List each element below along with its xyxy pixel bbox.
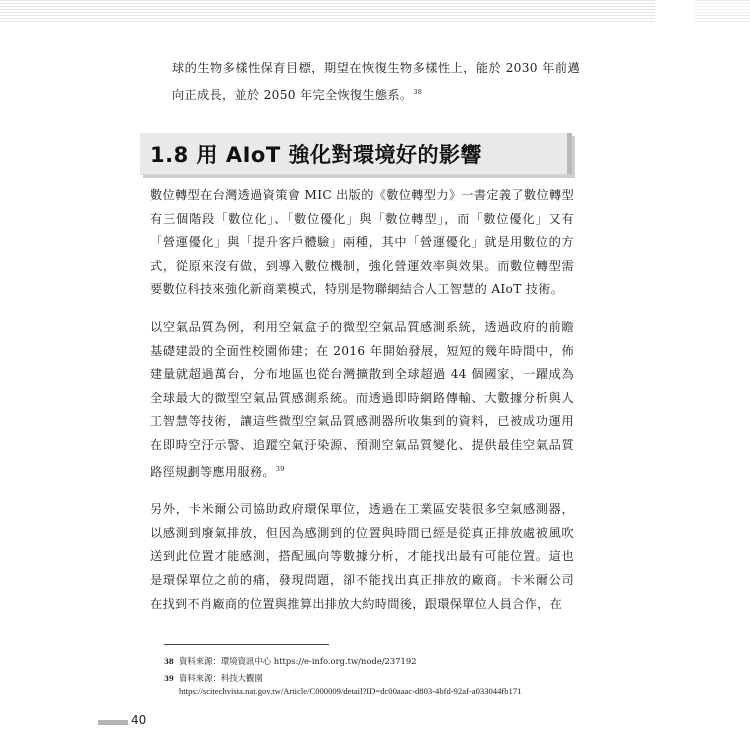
footnote-number: 38 (164, 657, 174, 666)
footnote-url[interactable]: https://scitechvista.nat.gov.tw/Article/C000009/detail?ID=dc00aaac-d803-4bfd-92af-a033044fb171 (179, 686, 522, 696)
footnote-38 (164, 655, 584, 668)
paragraph-text: 以空氣品質為例，利用空氣盒子的微型空氣品質感測系統，透過政府的前瞻基礎建設的全面性校園佈建；在 2016 年開始發展，短短的幾年時間中，佈建量就超過萬台，分布地區也從台灣擴散到全球超過 44 個國家，一躍成為全球最大的微型空氣品質感測系統。而透過即時網路傳輸、大數據分析與人工智慧等技術，讓這些微型空氣品質感測器所收集到的資料，已被成功運用在即時空汙示警、追蹤空氣汙染源、預測空氣品質變化、提供最佳空氣品質路徑規劃等應用服務。 (150, 319, 574, 479)
footnote-ref-38[interactable]: 38 (413, 87, 423, 96)
footnote-number: 39 (164, 674, 174, 683)
paragraph-text: 另外，卡米爾公司協助政府環保單位，透過在工業區安裝很多空氣感測器，以感測到廢氣排放，但因為感測到的位置與時間已經是從真正排放處被風吹送到此位置才能感測，搭配風向等數據分析，才能找出最有可能位置。這也是環保單位之前的痛，發現問題，卻不能找出真正排放的廠商。卡米爾公司在找到不肖廠商的位置與推算出排放大約時間後，跟環保單位人員合作，在 (150, 502, 574, 611)
page-number: 40 (131, 713, 147, 727)
body-text (150, 184, 574, 616)
footnote-39 (164, 672, 584, 698)
page-number-bar (98, 720, 128, 725)
footnote-ref-39[interactable]: 39 (275, 464, 285, 473)
paragraph-text: 數位轉型在台灣透過資策會 MIC 出版的《數位轉型力》一書定義了數位轉型有三個階段「數位化」、「數位優化」與「數位轉型」，而「數位優化」又有「營運優化」與「提升客戶體驗」兩種，其中「營運優化」就是用數位的方式，從原來沒有做，到導入數位機制，強化營運效率與效果。而數位轉型需要數位科技來強化新商業模式，特別是物聯網結合人工智慧的 AIoT 技術。 (150, 188, 574, 297)
paragraph-digital-transformation (150, 184, 574, 302)
intro-block (172, 57, 580, 107)
footnotes (164, 655, 584, 698)
section-heading (140, 133, 572, 175)
footnote-body (179, 655, 584, 668)
footnote-divider (164, 644, 329, 645)
footnote-label[interactable]: 資料來源：環境資訊中心 https://e-info.org.tw/node/237192 (179, 656, 417, 666)
intro-paragraph (172, 57, 580, 107)
header-stripes (0, 0, 655, 24)
section-title: 1.8 用 AIoT 強化對環境好的影響 (150, 142, 482, 167)
paragraph-camel-company (150, 498, 574, 616)
footnote-body (179, 672, 584, 698)
paragraph-air-quality (150, 316, 574, 484)
intro-text: 球的生物多樣性保育目標，期望在恢復生物多樣性上，能於 2030 年前邁向正成長，並於 2050 年完全恢復生態系。 (172, 61, 580, 102)
header-stripes-right (695, 0, 750, 24)
footnote-label: 資料來源：科技大觀園 (179, 673, 263, 683)
